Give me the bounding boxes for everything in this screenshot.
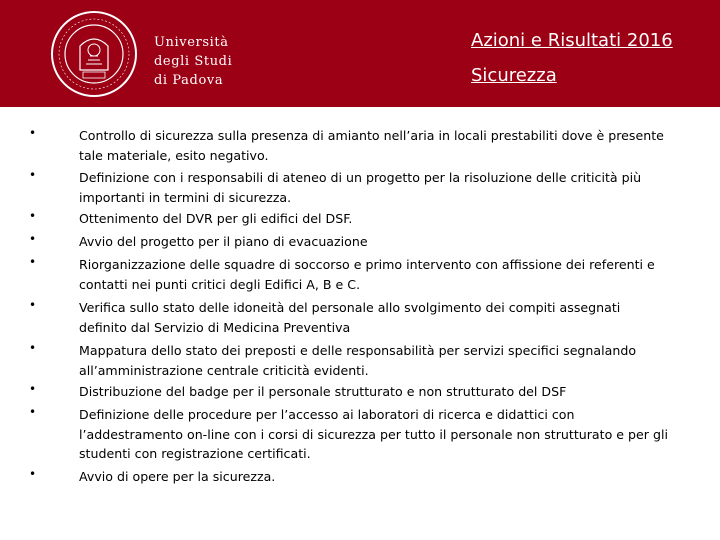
- list-item-line: tale materiale, esito negativo.: [79, 147, 269, 163]
- list-item-line: all’amministrazione centrale criticità evidenti.: [79, 362, 369, 378]
- list-item-line: Distribuzione del badge per il personale strutturato e non strutturato del DSF: [79, 384, 567, 399]
- list-item-line: Controllo di sicurezza sulla presenza di amianto nell’aria in locali prestabiliti dove è presente: [79, 128, 664, 143]
- bullet-icon: •: [29, 382, 37, 396]
- bullet-icon: •: [29, 341, 37, 355]
- list-item-line: l’addestramento on-line con i corsi di sicurezza per tutto il personale non strutturato e per gli: [79, 426, 668, 442]
- university-line-2: degli Studi: [154, 54, 233, 69]
- bullet-icon: •: [29, 255, 37, 269]
- bullet-icon: •: [29, 209, 37, 223]
- list-item-line: contatti nei punti critici degli Edifici A, B e C.: [79, 276, 361, 292]
- list-item-line: definito dal Servizio di Medicina Preventiva: [79, 319, 351, 335]
- list-item-line: Definizione delle procedure per l’accesso ai laboratori di ricerca e didattici con: [79, 407, 575, 422]
- bullet-icon: •: [29, 232, 37, 246]
- bullet-icon: •: [29, 126, 37, 140]
- bullet-icon: •: [29, 405, 37, 419]
- list-item-line: Definizione con i responsabili di ateneo di un progetto per la risoluzione delle criticità più: [79, 170, 642, 185]
- list-item-line: Mappatura dello stato dei preposti e delle responsabilità per servizi specifici segnalando: [79, 343, 637, 358]
- university-line-3: di Padova: [154, 73, 224, 88]
- list-item-line: Ottenimento del DVR per gli edifici del DSF.: [79, 211, 353, 226]
- bullet-icon: •: [29, 467, 37, 481]
- university-seal-logo: [50, 10, 138, 98]
- list-item-line: Avvio di opere per la sicurezza.: [79, 469, 276, 484]
- list-item-line: importanti in termini di sicurezza.: [79, 189, 292, 205]
- list-item-line: Riorganizzazione delle squadre di soccorso e primo intervento con affissione dei referenti e: [79, 257, 655, 272]
- header-bar: [0, 0, 720, 107]
- list-item-line: studenti con registrazione certificati.: [79, 446, 311, 461]
- list-item-line: Verifica sullo stato delle idoneità del personale allo svolgimento dei compiti assegnati: [79, 300, 621, 315]
- university-name: [154, 33, 232, 90]
- university-line-1: Università: [154, 35, 229, 50]
- bullet-icon: •: [29, 168, 37, 182]
- list-item-line: Avvio del progetto per il piano di evacuazione: [79, 234, 368, 249]
- bullet-icon: •: [29, 298, 37, 312]
- slide-subtitle: Sicurezza: [471, 65, 557, 86]
- slide-title: Azioni e Risultati 2016: [471, 30, 673, 51]
